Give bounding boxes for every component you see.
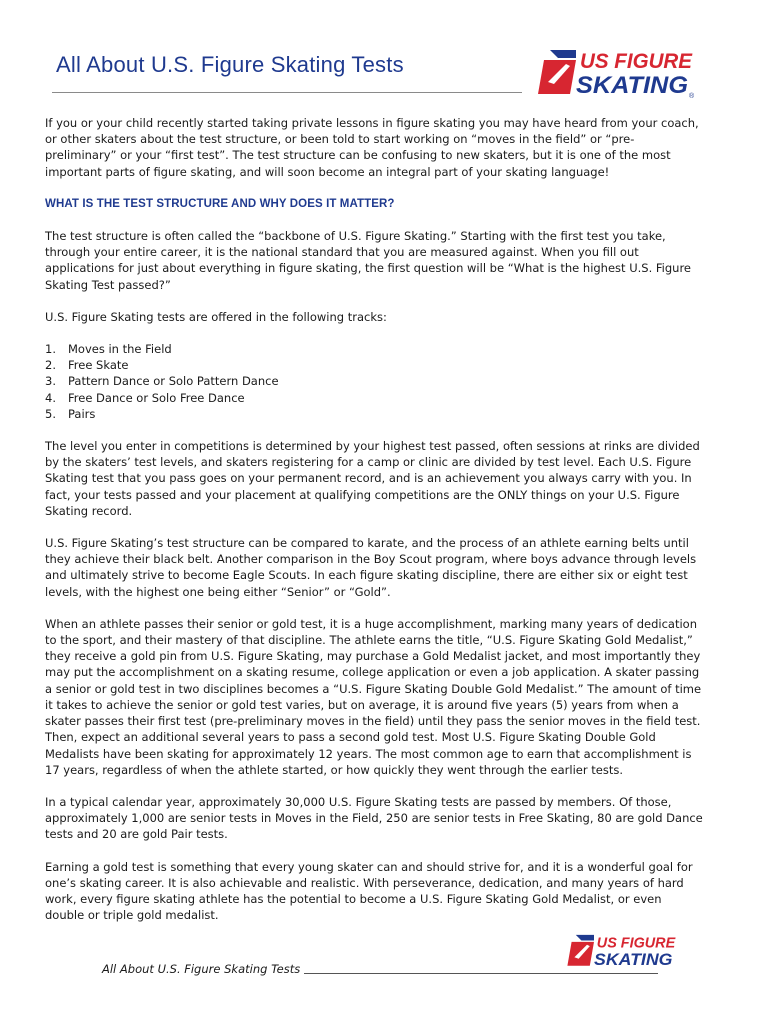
goal-paragraph: Earning a gold test is something that every young skater can and should strive for, and it is a wonderful goal for one’s skating career. It is also achievable and realistic. With perseverance, dedication, and many years of hard work, every figure skating athlete has the potential to become a U.S. Figure Skating Gold Medalist, or even double or triple gold medalist.	[45, 859, 693, 923]
list-item-number: 5.	[45, 406, 56, 421]
list-item-label: Free Dance or Solo Free Dance	[68, 390, 245, 405]
list-item-number: 2.	[45, 358, 56, 373]
page-title: All About U.S. Figure Skating Tests	[56, 52, 404, 77]
list-item	[45, 357, 703, 373]
section-heading: WHAT IS THE TEST STRUCTURE AND WHY DOES IT MATTER?	[45, 197, 395, 210]
list-item	[45, 390, 703, 406]
gold-medalist-paragraph: When an athlete passes their senior or gold test, it is a huge accomplishment, marking many years of dedication to the sport, and their mastery of that discipline. The athlete earns the title, “U.S. Figure Skating Gold Medalist,” they receive a gold pin from U.S. Figure Skating, may purchase a Gold Medalist jacket, and most importantly they may put the accomplishment on a skating resume, college application or even a job application. A skater passing a senior or gold test in two disciplines becomes a “U.S. Figure Skating Double Gold Medalist.” The amount of time it takes to achieve the senior or gold test varies, but on average, it is around five years (5) years from when a skater passes their first test (pre-preliminary moves in the field) until they pass the senior moves in the field test. Then, expect an additional several years to pass a second gold test. Most U.S. Figure Skating Double Gold Medalists have been skating for approximately 12 years. The most common age to earn that accomplishment is 17 years, regardless of when the athlete started, or how quickly they went through the earlier tests.	[45, 616, 702, 777]
tracks-intro: U.S. Figure Skating tests are offered in the following tracks:	[45, 309, 387, 324]
backbone-paragraph: The test structure is often called the “backbone of U.S. Figure Skating.” Starting with the first test you take, through your entire career, it is the national standard that you are measured against. When you fill out applications for just about everything in figure skating, the first question will be “What is the highest U.S. Figure Skating Test passed?”	[45, 229, 691, 292]
footer-title: All About U.S. Figure Skating Tests	[102, 962, 301, 976]
logo-swoosh-icon	[576, 935, 594, 941]
footer-rule	[304, 972, 658, 974]
list-item-label: Moves in the Field	[68, 342, 172, 357]
list-item	[45, 341, 703, 357]
list-item-number: 4.	[45, 390, 56, 405]
list-item-number: 3.	[45, 374, 56, 389]
list-item-number: 1.	[45, 342, 56, 357]
tracks-list	[45, 341, 703, 422]
list-item-label: Free Skate	[68, 358, 129, 373]
statistics-paragraph: In a typical calendar year, approximately 30,000 U.S. Figure Skating tests are passed by members. Of those, approximately 1,000 are senior tests in Moves in the Field, 250 are senior tests in Free Skating, 80 are gold Dance tests and 20 are gold Pair tests.	[45, 794, 703, 842]
karate-paragraph: U.S. Figure Skating’s test structure can be compared to karate, and the process of an athlete earning belts until they achieve their black belt. Another comparison in the Boy Scout program, where boys advance through levels and ultimately strive to become Eagle Scouts. In each figure skating discipline, there are either six or eight test levels, with the highest one being either “Senior” or “Gold”.	[45, 536, 697, 599]
list-item	[45, 406, 703, 422]
title-underline	[52, 92, 522, 93]
level-paragraph: The level you enter in competitions is determined by your highest test passed, often sessions at rinks are divided by the skaters’ test levels, and skaters registering for a camp or clinic are divided by test level. Each U.S. Figure Skating test that you pass goes on your permanent record, and is an achievement you always carry with you. In fact, your tests passed and your placement at qualifying competitions are the ONLY things on your U.S. Figure Skating record.	[45, 439, 700, 518]
logo-swoosh-icon	[550, 50, 576, 58]
logo-line1: US FIGURE	[596, 935, 677, 952]
logo-line1: US FIGURE	[580, 50, 693, 73]
list-item-label: Pattern Dance or Solo Pattern Dance	[68, 374, 279, 389]
article-body	[45, 115, 703, 939]
logo-line2: SKATING	[594, 950, 673, 969]
logo-line2: SKATING	[576, 72, 688, 99]
list-item	[45, 373, 703, 389]
page-footer	[102, 962, 658, 976]
list-item-label: Pairs	[68, 406, 96, 421]
us-figure-skating-logo	[536, 46, 696, 100]
intro-paragraph: If you or your child recently started taking private lessons in figure skating you may have heard from your coach, or other skaters about the test structure, or been told to start working on “moves in the field” or “pre-preliminary” or your “first test”. The test structure can be confusing to new skaters, but it is one of the most important parts of figure skating, and will soon become an integral part of your skating language!	[45, 116, 699, 179]
logo-registered-mark: ®	[689, 93, 695, 100]
